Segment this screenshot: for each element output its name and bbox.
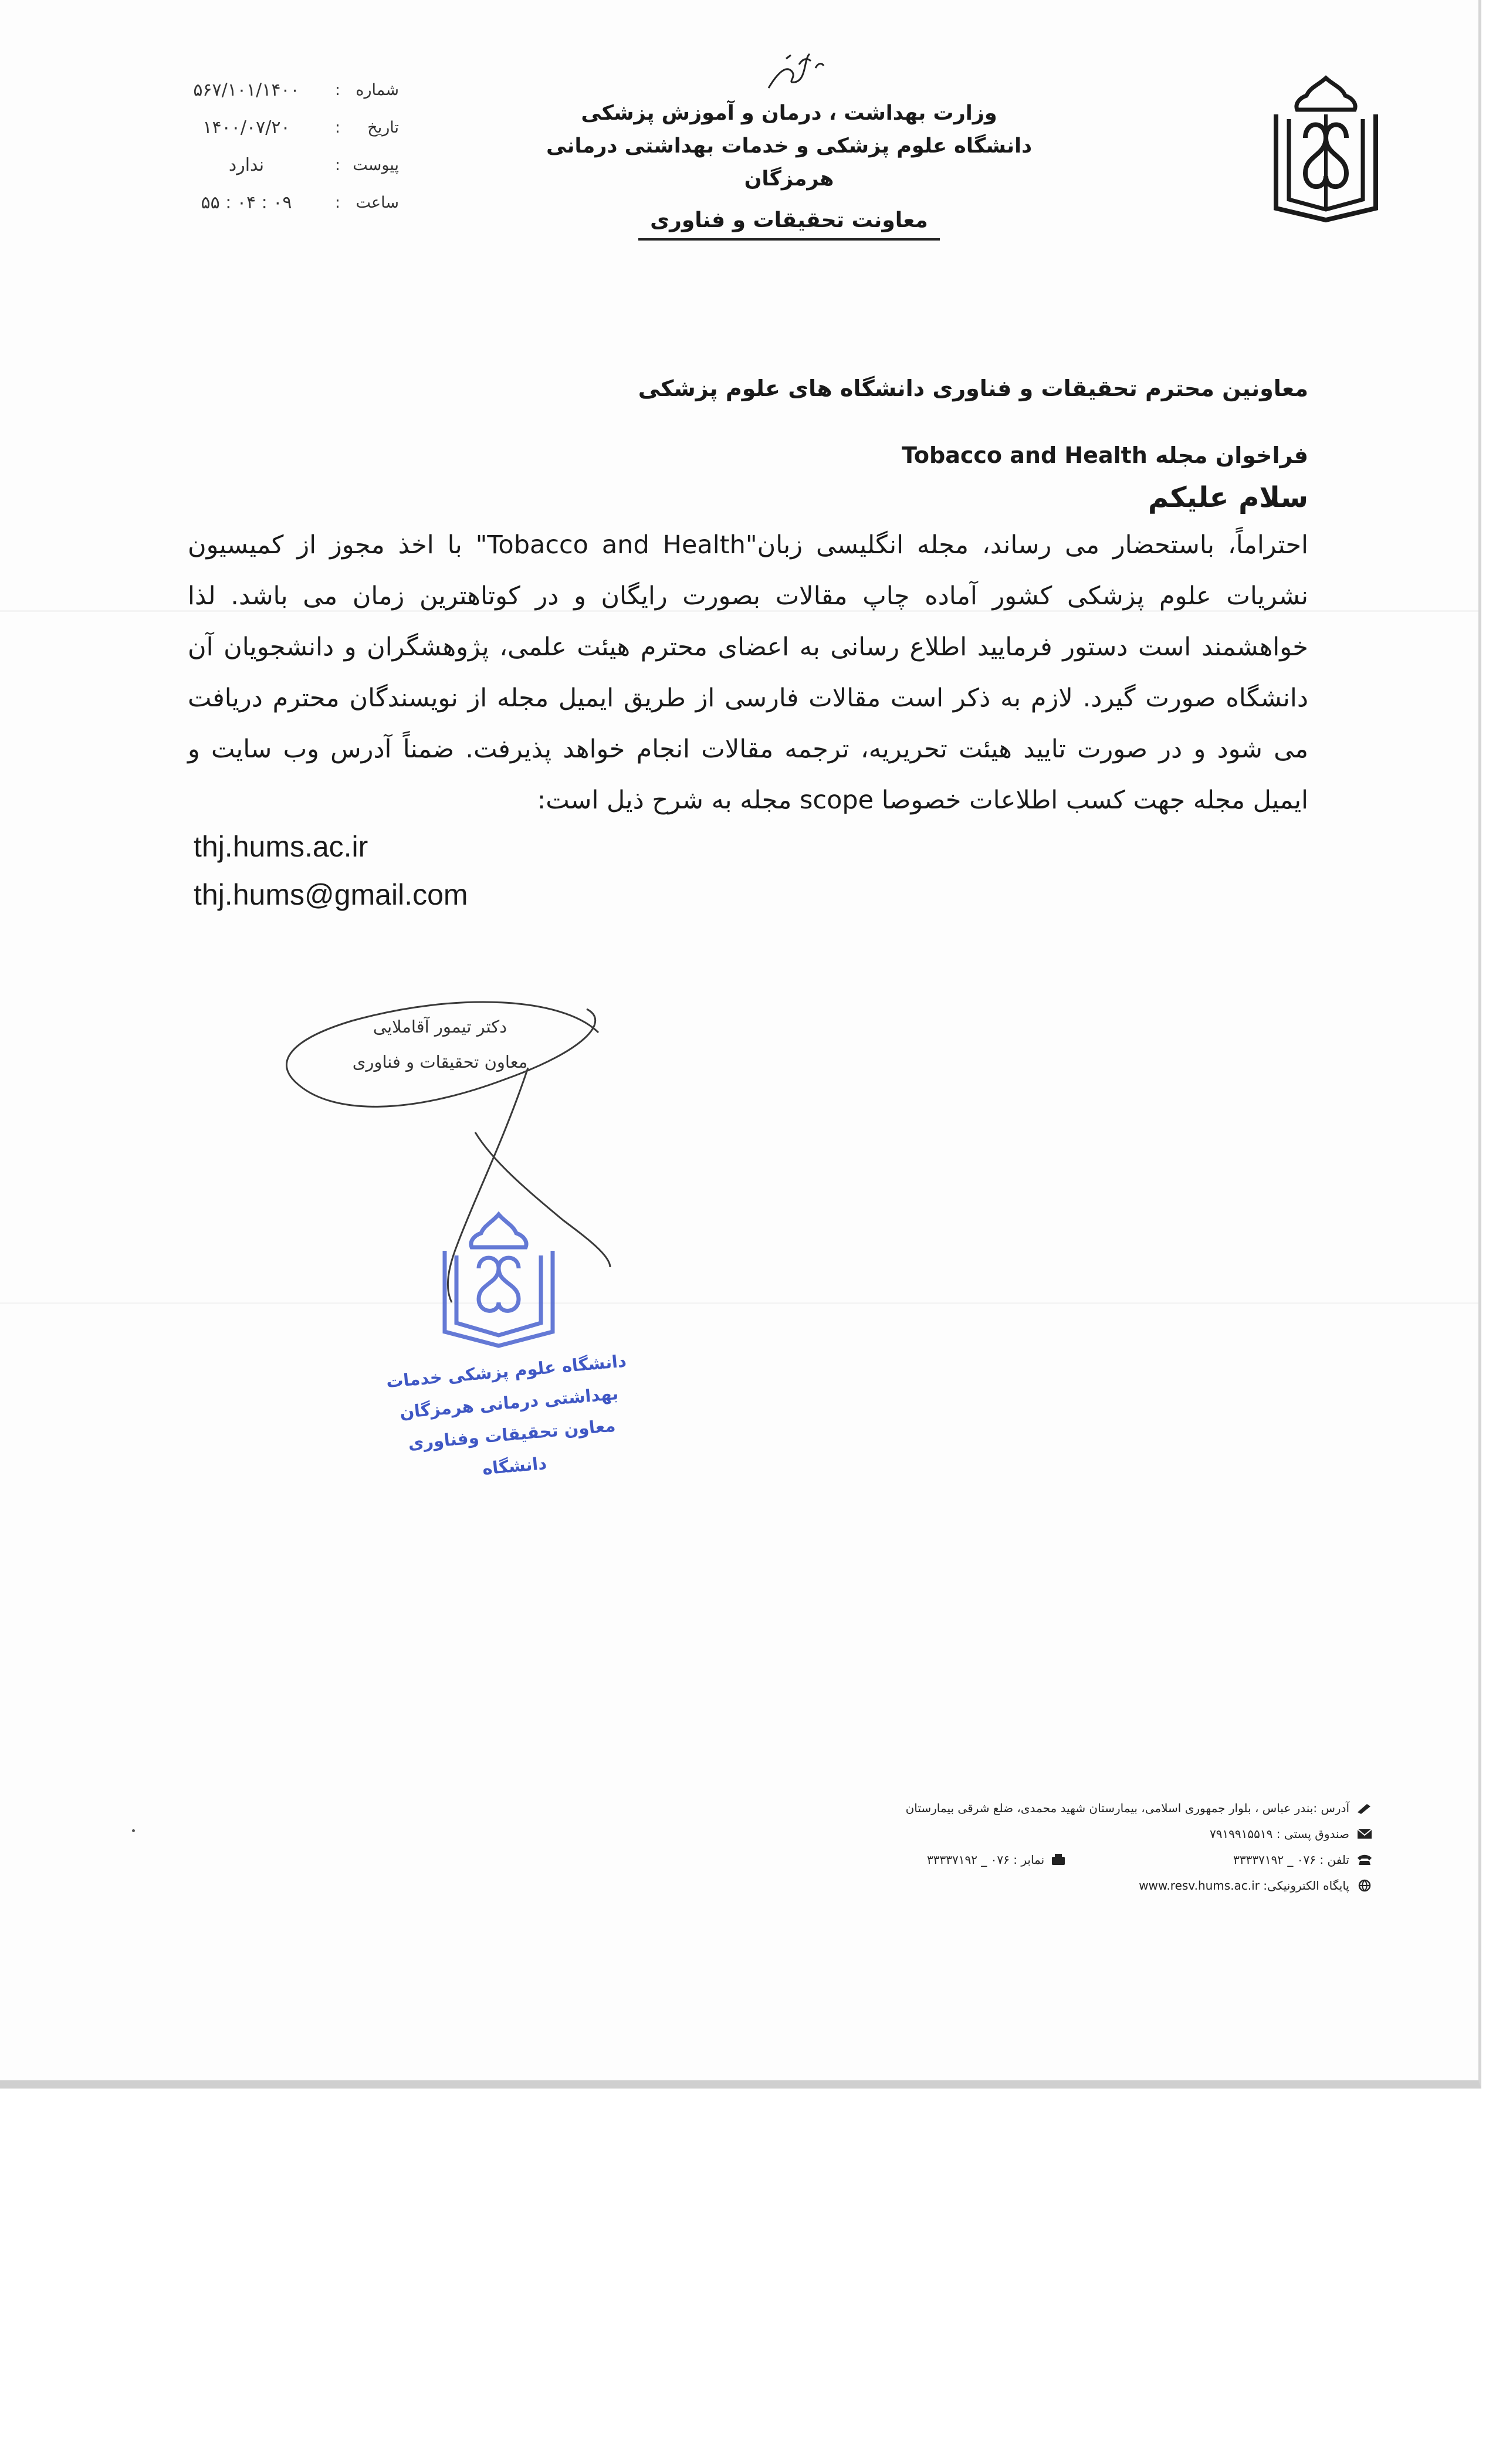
header-university: دانشگاه علوم پزشکی و خدمات بهداشتی درمانی هرمزگان [546, 134, 1033, 191]
footer-website-row [892, 1873, 1373, 1898]
signatory-name: دکتر تیمور آقاملایی [373, 1017, 507, 1037]
meta-number-row: شماره : ۵۶۷/۱۰۱/۱۴۰۰ [176, 76, 399, 114]
meta-time-row: ساعت : ۰۹ : ۰۴ : ۵۵ [176, 189, 399, 226]
footer-pobox-row [892, 1821, 1373, 1847]
meta-attachment-value: ندارد [228, 155, 265, 175]
signatory-title: معاون تحقیقات و فناوری [352, 1052, 528, 1072]
globe-icon [1356, 1879, 1373, 1892]
meta-number-label: شماره [356, 81, 399, 99]
letter-addressee: معاونین محترم تحقیقات و فناوری دانشگاه های علوم پزشکی [638, 375, 1308, 401]
meta-date-label: تاریخ [367, 119, 399, 137]
journal-links [194, 823, 468, 919]
meta-attachment-row: پیوست : ندارد [176, 151, 399, 189]
pen-icon [1356, 1802, 1373, 1815]
footer-pobox: صندوق پستی : ۷۹۱۹۹۱۵۵۱۹ [1209, 1827, 1349, 1841]
footer-address-row [892, 1795, 1373, 1821]
signatory-block [317, 1009, 563, 1079]
letter-greeting: سلام علیکم [1148, 481, 1308, 514]
header-department: معاونت تحقیقات و فناوری [638, 204, 940, 241]
meta-time-value: ۰۹ : ۰۴ : ۵۵ [201, 192, 292, 213]
letter-paragraph: احتراماً، باستحضار می رساند، مجله انگلیسی زبان"Tobacco and Health" با اخذ مجوز از کمیسیون نشریات علوم پزشکی کشور آماده چاپ مقالات بصورت رایگان و در کوتاهترین زمان می باشد. لذا خواهشمند است دستور فرمایید اطلاع رسانی به اعضای محترم هیئت علمی، پژوهشگران و دانشجویان آن دانشگاه صورت گیرد. لازم به ذکر است مقالات فارسی از طریق ایمیل مجله از نویسندگان محترم دریافت می شود و در صورت تایید هیئت تحریریه، ترجمه مقالات انجام خواهد پذیرفت. ضمناً آدرس وب سایت و ایمیل مجله جهت کسب اطلاعات خصوصا scope مجله به شرح ذیل است: [188, 530, 1309, 815]
envelope-icon [1356, 1827, 1373, 1840]
fax-icon [1050, 1853, 1067, 1866]
letter-meta [176, 76, 399, 226]
footer-phone-row [892, 1847, 1373, 1873]
letter-subject: فراخوان مجله Tobacco and Health [902, 442, 1308, 468]
letter-header [510, 41, 1068, 241]
journal-email-link[interactable]: thj.hums@gmail.com [194, 878, 468, 911]
meta-date-value: ۱۴۰۰/۰۷/۲۰ [202, 117, 290, 138]
stamp-line-2: معاون تحقیقات وفناوری دانشگاه [407, 1415, 617, 1479]
scan-speck [132, 1829, 135, 1832]
footer-address: آدرس :بندر عباس ، بلوار جمهوری اسلامی، بیمارستان شهید محمدی، ضلع شرقی بیمارستان [905, 1801, 1349, 1815]
university-logo-icon [1264, 73, 1387, 223]
meta-number-value: ۵۶۷/۱۰۱/۱۴۰۰ [193, 80, 300, 100]
phone-icon [1356, 1853, 1373, 1866]
footer-fax: نمابر : ۰۷۶ _ ۳۳۳۳۷۱۹۲ [927, 1853, 1045, 1867]
letter-footer [892, 1795, 1373, 1898]
stamp-text [370, 1343, 650, 1493]
paper-fold [0, 1302, 1478, 1304]
footer-fax-group [927, 1853, 1067, 1867]
meta-attachment-label: پیوست [353, 156, 399, 174]
header-ministry: وزارت بهداشت ، درمان و آموزش پزشکی [581, 101, 997, 125]
stamp-line-1: دانشگاه علوم پزشکی خدمات بهداشتی درمانی هرمزگان [385, 1351, 628, 1423]
meta-time-label: ساعت [356, 194, 399, 212]
journal-website-link[interactable]: thj.hums.ac.ir [194, 830, 368, 863]
footer-website[interactable]: پایگاه الکترونیکی: www.resv.hums.ac.ir [1139, 1879, 1349, 1893]
footer-phone: تلفن : ۰۷۶ _ ۳۳۳۳۷۱۹۲ [1233, 1853, 1349, 1867]
letter-body [188, 375, 1308, 826]
bismillah-calligraphy [510, 41, 1068, 97]
meta-date-row: تاریخ : ۱۴۰۰/۰۷/۲۰ [176, 114, 399, 151]
